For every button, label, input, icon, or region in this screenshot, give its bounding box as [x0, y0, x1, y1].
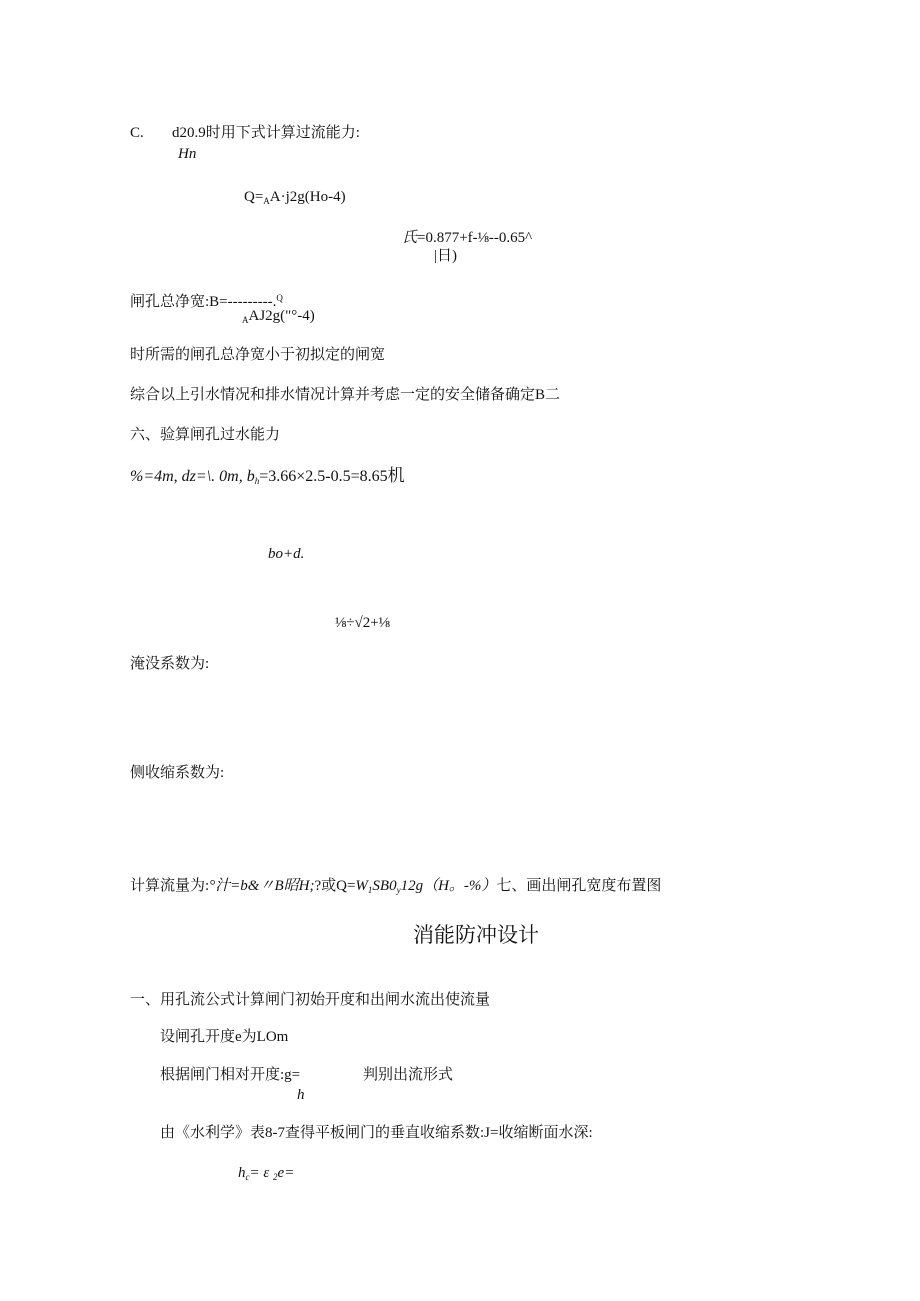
flow-mid: ?或Q= — [314, 878, 356, 894]
formula-q-post: A·j2g(Ho-4) — [269, 189, 346, 205]
params-rest: =3.66×2.5-0.5=8.65 — [259, 468, 388, 485]
epsilon-formula-line2: |日) — [434, 248, 457, 264]
hc-mid: = ε — [249, 1165, 274, 1181]
formula-q-pre: Q= — [244, 189, 264, 205]
flow-expr2-sub: 1 — [367, 885, 373, 895]
flow-expr2-c: 12g（H。-%） — [400, 878, 497, 894]
formula-e-symbol: 氏 — [402, 230, 418, 246]
judge-flow-form: 判别出流形式 — [363, 1067, 454, 1083]
total-width-q: Q — [276, 293, 283, 303]
formula-e-rest: =0.877+f-⅛--0.65^ — [417, 230, 533, 246]
hn-label: Hn — [178, 146, 197, 162]
section-c-label: C. — [130, 125, 144, 141]
hc-post: e= — [277, 1165, 295, 1181]
epsilon-formula — [402, 229, 532, 247]
side-contraction-label: 侧收缩系数为: — [130, 765, 225, 781]
hc-sub2: 2 — [273, 1172, 278, 1182]
flow-expr2: W — [355, 878, 368, 894]
total-width-denominator — [242, 307, 315, 325]
denom-sub: A — [242, 315, 249, 325]
section-c-text: d20.9时用下式计算过流能力: — [172, 125, 360, 141]
denom-text: AJ2g("°-4) — [248, 308, 315, 324]
relative-opening-label: 根据闸门相对开度:g= — [160, 1067, 301, 1083]
params-unit: 机 — [387, 466, 405, 485]
opening-line: 设闸孔开度e为LOm — [160, 1029, 289, 1045]
flow-calculation-line — [130, 877, 661, 895]
flow-expr2-sub2: y — [396, 885, 401, 895]
verify-heading: 六、验算闸孔过水能力 — [130, 427, 281, 443]
flow-label: 计算流量为: — [130, 878, 210, 894]
flow-expr2-b: SB0 — [372, 878, 397, 894]
table-reference-line: 由《水利学》表8-7查得平板闸门的垂直收缩系数:J=收缩断面水深: — [160, 1125, 593, 1141]
flow-tail: 七、画出闸孔宽度布置图 — [496, 878, 662, 894]
combine-line: 综合以上引水情况和排水情况计算并考虑一定的安全储备确定B二 — [130, 387, 561, 403]
hc-pre: h — [238, 1165, 246, 1181]
formula-q-sub: A — [263, 196, 270, 206]
hc-sub: c — [245, 1172, 250, 1182]
contraction-depth-formula — [238, 1164, 294, 1182]
part1-heading: 一、用孔流公式计算闸门初始开度和出闸水流出使流量 — [130, 992, 491, 1008]
relative-opening-h: h — [297, 1087, 305, 1103]
submerge-coefficient-label: 淹没系数为: — [130, 656, 210, 672]
bo-d-expression: bo+d. — [268, 546, 305, 562]
parameters-line — [130, 467, 405, 486]
flow-formula-q — [244, 188, 346, 206]
params-sub: h — [254, 476, 260, 486]
chapter-title: 消能防冲设计 — [413, 923, 539, 947]
params-italic: %=4m, dz=\. 0m, b — [130, 468, 255, 485]
total-width-text: 闸孔总净宽:B=---------. — [130, 294, 277, 310]
fraction-expression: ⅛÷√2+⅛ — [335, 615, 390, 631]
flow-expr1: °汁=b&〃B昭H; — [209, 878, 315, 894]
compare-line: 时所需的闸孔总净宽小于初拟定的闸宽 — [130, 347, 386, 363]
